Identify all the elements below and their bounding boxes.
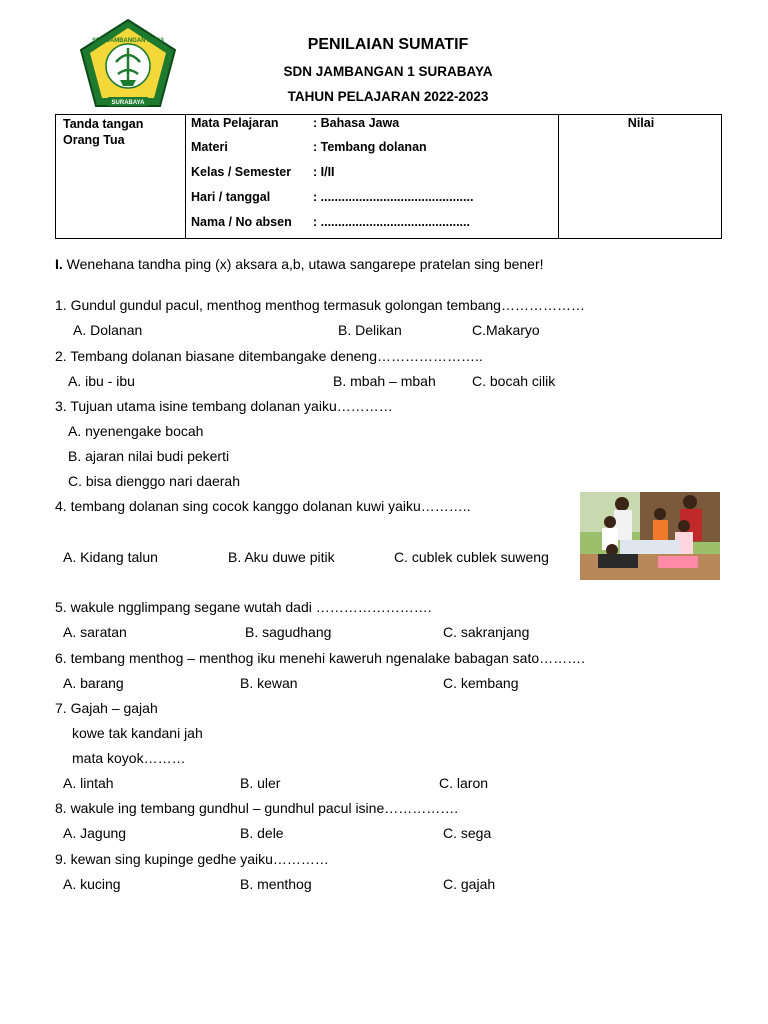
q7-option-b: B. uler	[240, 775, 281, 791]
info-table: Tanda tangan Orang Tua Mata Pelajaran : Bahasa Jawa Materi : Tembang dolanan Kelas / Semester : I/II Hari / tanggal : ............................................ Nama / No absen : ........................................... Nilai	[55, 114, 722, 239]
q5-option-c: C. sakranjang	[443, 624, 530, 640]
q3-option-a: A. nyenengake bocah	[68, 423, 204, 439]
q5-option-b: B. sagudhang	[245, 624, 332, 640]
q6-option-c: C. kembang	[443, 675, 519, 691]
score-cell	[558, 115, 723, 238]
q1-option-a: A. Dolanan	[73, 322, 143, 338]
q7-line-2: kowe tak kandani jah	[72, 725, 203, 741]
q4-option-a: A. Kidang talun	[63, 549, 158, 565]
q3-option-c: C. bisa dienggo nari daerah	[68, 473, 241, 489]
question-4: 4. tembang dolanan sing cocok kanggo dolanan kuwi yaiku………..	[55, 498, 471, 514]
score-label: Nilai	[627, 116, 655, 130]
q1-option-c: C.Makaryo	[472, 322, 540, 338]
parent-signature-cell	[56, 115, 186, 238]
q7-option-a: A. lintah	[63, 775, 114, 791]
q8-option-b: B. dele	[240, 825, 284, 841]
question-6: 6. tembang menthog – menthog iku menehi kaweruh ngenalake babagan sato……….	[55, 650, 586, 666]
children-playing-photo	[580, 492, 720, 580]
q2-option-a: A. ibu - ibu	[68, 373, 135, 389]
q1-option-b: B. Delikan	[338, 322, 402, 338]
question-9: 9. kewan sing kupinge gedhe yaiku…………	[55, 851, 329, 867]
q9-option-a: A. kucing	[63, 876, 121, 892]
question-3: 3. Tujuan utama isine tembang dolanan yaiku…………	[55, 398, 393, 414]
q5-option-a: A. saratan	[63, 624, 127, 640]
q6-option-a: A. barang	[63, 675, 124, 691]
q4-option-b: B. Aku duwe pitik	[228, 549, 335, 565]
q6-option-b: B. kewan	[240, 675, 298, 691]
signature-label: Tanda tangan Orang Tua	[63, 117, 144, 147]
q4-option-c: C. cublek cublek suweng	[394, 549, 549, 565]
instruction: I. Wenehana tandha ping (x) aksara a,b, utawa sangarepe pratelan sing bener!	[55, 256, 544, 272]
q9-option-c: C. gajah	[443, 876, 496, 892]
logo-top-text: SDN JAMBANGAN I / 413	[92, 38, 164, 44]
school-logo	[78, 18, 178, 108]
question-2: 2. Tembang dolanan biasane ditembangake deneng…………………..	[55, 348, 483, 364]
q7-line-3: mata koyok………	[72, 750, 186, 766]
question-8: 8. wakule ing tembang gundhul – gundhul pacul isine…………….	[55, 800, 459, 816]
q2-option-b: B. mbah – mbah	[333, 373, 436, 389]
question-5: 5. wakule ngglimpang segane wutah dadi …………………….	[55, 599, 432, 615]
q9-option-b: B. menthog	[240, 876, 312, 892]
logo-bottom-text: SURABAYA	[111, 100, 145, 106]
q8-option-c: C. sega	[443, 825, 492, 841]
q8-option-a: A. Jagung	[63, 825, 127, 841]
question-1: 1. Gundul gundul pacul, menthog menthog termasuk golongan tembang………………	[55, 297, 585, 313]
q7-option-c: C. laron	[439, 775, 489, 791]
q3-option-b: B. ajaran nilai budi pekerti	[68, 448, 230, 464]
question-7: 7. Gajah – gajah	[55, 700, 158, 716]
q2-option-c: C. bocah cilik	[472, 373, 556, 389]
